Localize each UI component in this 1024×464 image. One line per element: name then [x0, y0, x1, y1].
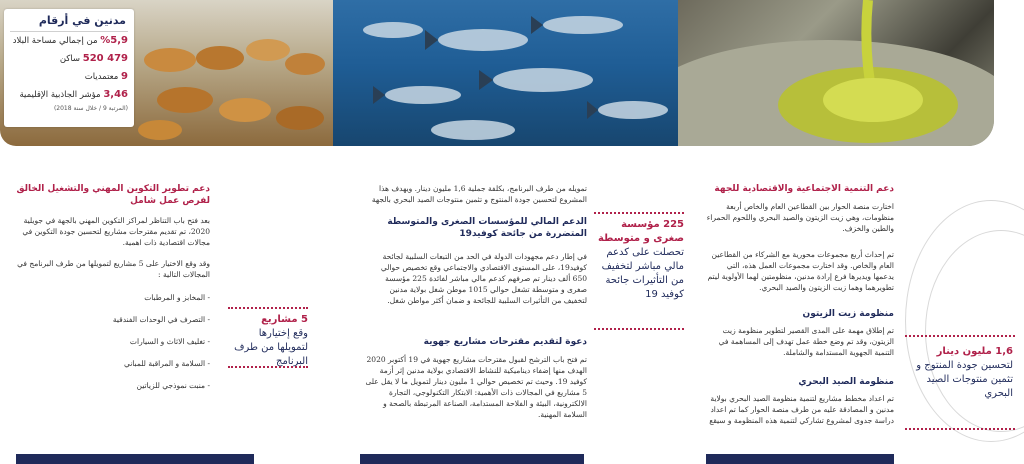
stats-box [4, 9, 134, 127]
paragraph-olive-oil: تم إطلاق مهمة على المدى القصير لتطوير منظومة زيت الزيتون، وقد تم وضع خطة عمل تهدف إلى المساهمة في التنمية الجهوية المستدامة والشاملة. [718, 326, 894, 357]
paragraph-fishing: تم اعداد مخطط مشاريع لتنمية منظومة الصيد البحري بولاية مدنين و المصادقة عليه من طرف منصة الحوار كما تم اعداد دراسة جدوى لمشروع تشاركي لتنمية هذه المنظومة و سيقع [709, 394, 894, 425]
callout-amount: 5 مشاريع [261, 314, 308, 325]
dotted-divider [594, 328, 684, 330]
paragraph-funding-cost: تمويله من طرف البرنامج، بكلفة جملية 1,6 مليون دينار. ويهدف هذا المشروع لتحسين جودة المنتوج و تثمين منتوجات الصيد البحري بالجهة [371, 184, 587, 204]
bakery-photo [0, 0, 333, 146]
list-item: - السلامة و المراقبة للمباني [123, 359, 210, 368]
olive-oil-photo [678, 0, 994, 146]
paragraph-regional-projects: تم فتح باب الترشح لقبول مقترحات مشاريع جهوية في 19 أكتوبر 2020 الهدف منها إضفاء ديناميكية للنشاط الاقتصادي بولاية مدنين إثر أزمة كوفيد 19. وحيث تم تخصيص حوالي 1 مليون دينار لتمويل ما لا يقل على 5 مشاريع في المجالات ذات الأهمية: الابتكار التكنولوجي، التجارة الالكترونية، البيئة و الفلاحة المستدامة، الصناعة المرتبطة بالصحة و السلامة المهنية. [365, 355, 587, 419]
stat-value: %5,9 [100, 35, 128, 46]
callout-fishing-funding [903, 345, 1013, 401]
footer-bar [360, 454, 584, 464]
list-item: - تغليف الاثاث و السيارات [129, 337, 210, 346]
callout-projects [226, 313, 308, 369]
dotted-divider [905, 335, 1015, 337]
list-item: - التصرف في الوحدات الفندقية [112, 315, 210, 324]
callout-amount: 225 مؤسسة صغرى و متوسطة [597, 219, 684, 244]
callout-text: لتحسين جودة المنتوج و تثمين منتوجات الصيد البحري [916, 360, 1013, 399]
heading-regional-call: دعوة لتقديم مقترحات مشاريع جهوية [423, 337, 587, 347]
stat-row [10, 68, 128, 86]
paragraph-training-call: بعد فتح باب التناظر لمراكز التكوين المهني بالجهة في جويلية 2020، تم تقديم مقترحات مشاريع لتحسين جودة التكوين في مجالات اقتصادية ذات اهمية. [22, 216, 210, 247]
dotted-divider [594, 212, 684, 214]
callout-sme-count [592, 218, 684, 302]
stat-value: 9 [121, 71, 128, 82]
dotted-divider [905, 428, 1015, 430]
stat-value: 479 520 [82, 53, 128, 64]
fish-illustration [333, 0, 678, 146]
paragraph-selected-projects: وقد وقع الاختيار على 5 مشاريع لتمويلها من طرف البرنامج في المجالات التالية : [17, 259, 210, 279]
stat-label: من إجمالي مساحة البلاد [12, 36, 98, 46]
stat-row [10, 86, 128, 104]
stats-note: (المرتبة 9 / خلال سنة 2018) [53, 105, 128, 112]
heading-social-economic-development: دعم التنمية الاجتماعية والاقتصادية للجهة [714, 184, 894, 194]
stat-label: ساكن [59, 54, 81, 64]
heading-olive-oil-system: منظومة زيت الزيتون [802, 309, 894, 319]
heading-fishing-system: منظومة الصيد البحري [798, 377, 894, 387]
footer-bar [706, 454, 894, 464]
list-item: - المخابز و المرطبات [144, 293, 210, 302]
paragraph-working-groups: تم إحداث أربع مجموعات محورية مع الشركاء من القطاعين العام والخاص. وقد اختارت مجموعات العمل هذه، التي يدعمها ويديرها فرع إرادة مدنين، منظومتين لهما الأولوية ليتم تطويرهما وهما زيت الزيتون والصيد البحري. [707, 250, 894, 292]
callout-text: وقع إختيارها لتمويلها من طرف البرنامج [234, 328, 308, 367]
stat-value: 3,46 [103, 89, 128, 100]
callout-amount: 1,6 مليون دينار [936, 346, 1013, 357]
project-list [8, 292, 210, 394]
heading-vocational-training: دعم تطوير التكوين المهني والتشغيل الخالق لفرص عمل شامل [16, 184, 210, 206]
tuna-photo [333, 0, 678, 146]
stat-label: مؤشر الجاذبية الإقليمية [19, 90, 101, 100]
stat-row [10, 50, 128, 68]
heading-sme-support: الدعم المالي للمؤسسات الصغرى والمتوسطة المتضررة من جائحة كوفيد19 [387, 217, 587, 239]
stat-label: معتمديات [84, 72, 119, 82]
dotted-divider [228, 366, 308, 368]
list-item: - منبت نموذجي للزياتين [136, 381, 210, 390]
oil-illustration [678, 0, 994, 146]
callout-text: تحصلت على كدعم مالي مباشر لتخفيف من التأثيرات جائحة كوفيد 19 [601, 247, 684, 300]
stat-row [10, 32, 128, 50]
dotted-divider [228, 307, 308, 309]
paragraph-covid-support: في إطار دعم مجهودات الدولة في الحد من التبعات السلبية لجائحة كوفيد19، على المستوى الاقتصادي والاجتماعي وقع تخصيص حوالي 650 ألف دينار تم صرفهم كدعم مالي مباشر لفائدة 225 مؤسسة صغرى و متوسطة تشغل حوالي 1015 موطن شغل بولاية مدنين لتخفيف من التأثيرات السلبية للجائحة و ضمان أكثر مواطن شغل. [380, 252, 587, 305]
footer-bar [16, 454, 254, 464]
paragraph-platforms: اختارت منصة الحوار بين القطاعين العام والخاص أربعة منظومات، وهي زيت الزيتون والصيد البحري واللحوم الحمراء والطين والخزف. [706, 202, 894, 233]
stats-title: مدنين في أرقام [10, 9, 128, 32]
